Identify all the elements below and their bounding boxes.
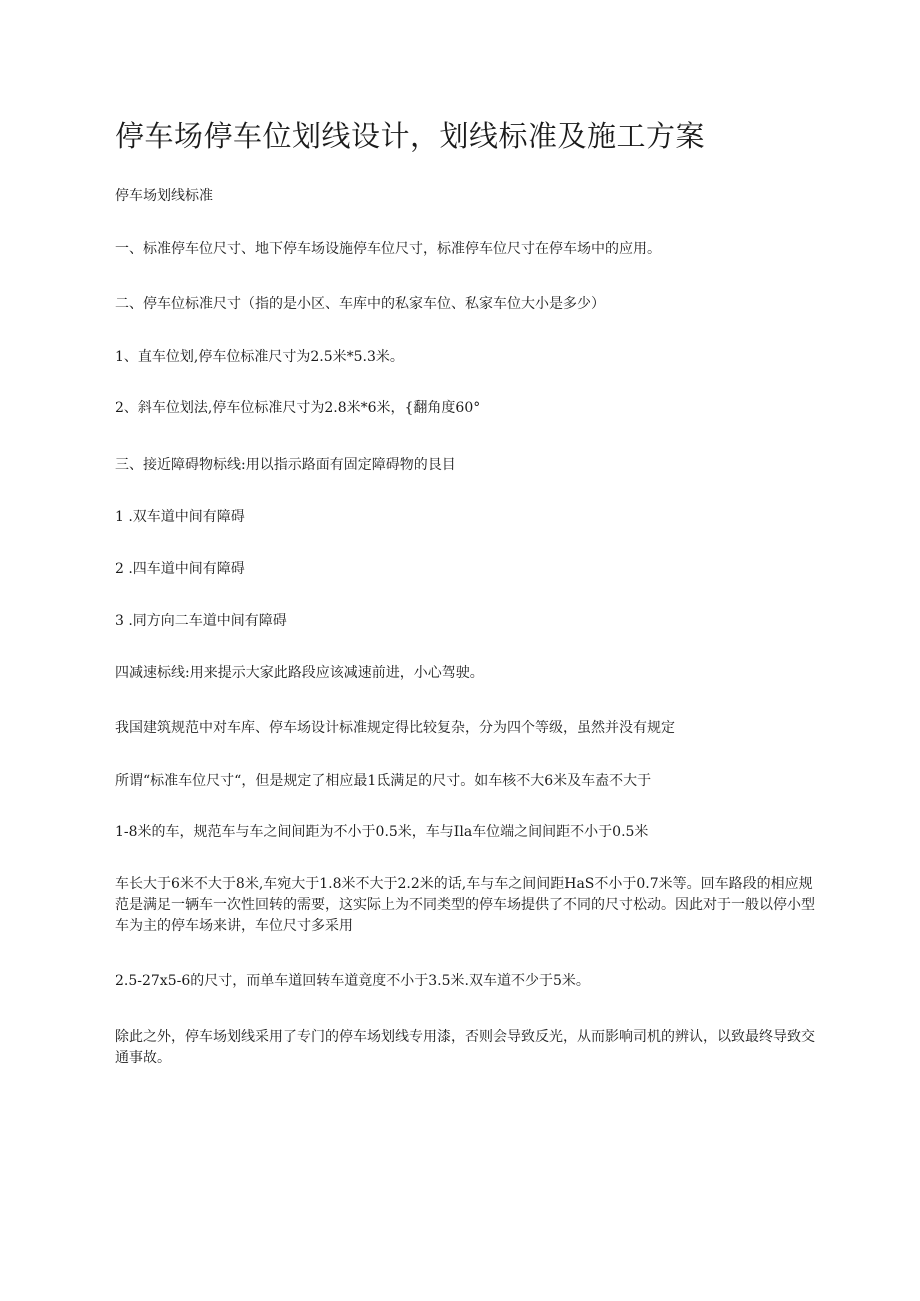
paragraph-body-3: 1-8米的车，规范车与车之间间距为不小于0.5米，车与Ila车位端之间间距不小于0.5米 [115,824,649,840]
paragraph-list-item-3: 3 .同方向二车道中间有障碍 [115,613,287,629]
paragraph-subtitle: 停车场划线标准 [115,188,213,204]
paragraph-body-1: 我国建筑规范中对车库、停车场设计标准规定得比较复杂，分为四个等级，虽然并没有规定 [115,720,675,736]
paragraph-body-2: 所谓“标准车位尺寸“，但是规定了相应最1氐满足的尺寸。如车核不大6米及车盍不大于 [115,773,652,789]
paragraph-body-6: 除此之外，停车场划线采用了专门的停车场划线专用漆，否则会导致反光，从而影响司机的辨认，以致最终导致交通事故。 [115,1029,815,1066]
paragraph-item-straight: 1、直车位划,停车位标准尺寸为2.5米*5.3米。 [115,349,404,365]
paragraph-section-2: 二、停车位标准尺寸（指的是小区、车库中的私家车位、私家车位大小是多少） [115,296,605,312]
document-title: 停车场停车位划线设计，划线标准及施工方案 [115,119,706,153]
paragraph-item-diagonal: 2、斜车位划法,停车位标准尺寸为2.8米*6米，{翻角度60° [115,400,481,416]
paragraph-section-1: 一、标准停车位尺寸、地下停车场设施停车位尺寸，标准停车位尺寸在停车场中的应用。 [115,241,661,257]
paragraph-section-3: 三、接近障碍物标线:用以指示路面有固定障碍物的艮目 [115,457,456,473]
paragraph-body-5: 2.5-27x5-6的尺寸，而单车道回转车道竟度不小于3.5米.双车道不少于5米。 [115,973,590,989]
paragraph-section-4: 四减速标线:用来提示大家此路段应该减速前进，小心驾驶。 [115,665,484,681]
paragraph-list-item-1: 1 .双车道中间有障碍 [115,509,245,525]
paragraph-list-item-2: 2 .四车道中间有障碍 [115,561,245,577]
paragraph-body-4: 车长大于6米不大于8米,车宛大于1.8米不大于2.2米的话,车与车之间间距HaS不小于0.7米等。回车路段的相应规范是满足一辆车一次性回转的需要，这实际上为不同类型的停车场提供了不同的尺寸松动。因此对于一般以停小型车为主的停车场来讲，车位尺寸多采用 [115,876,815,934]
